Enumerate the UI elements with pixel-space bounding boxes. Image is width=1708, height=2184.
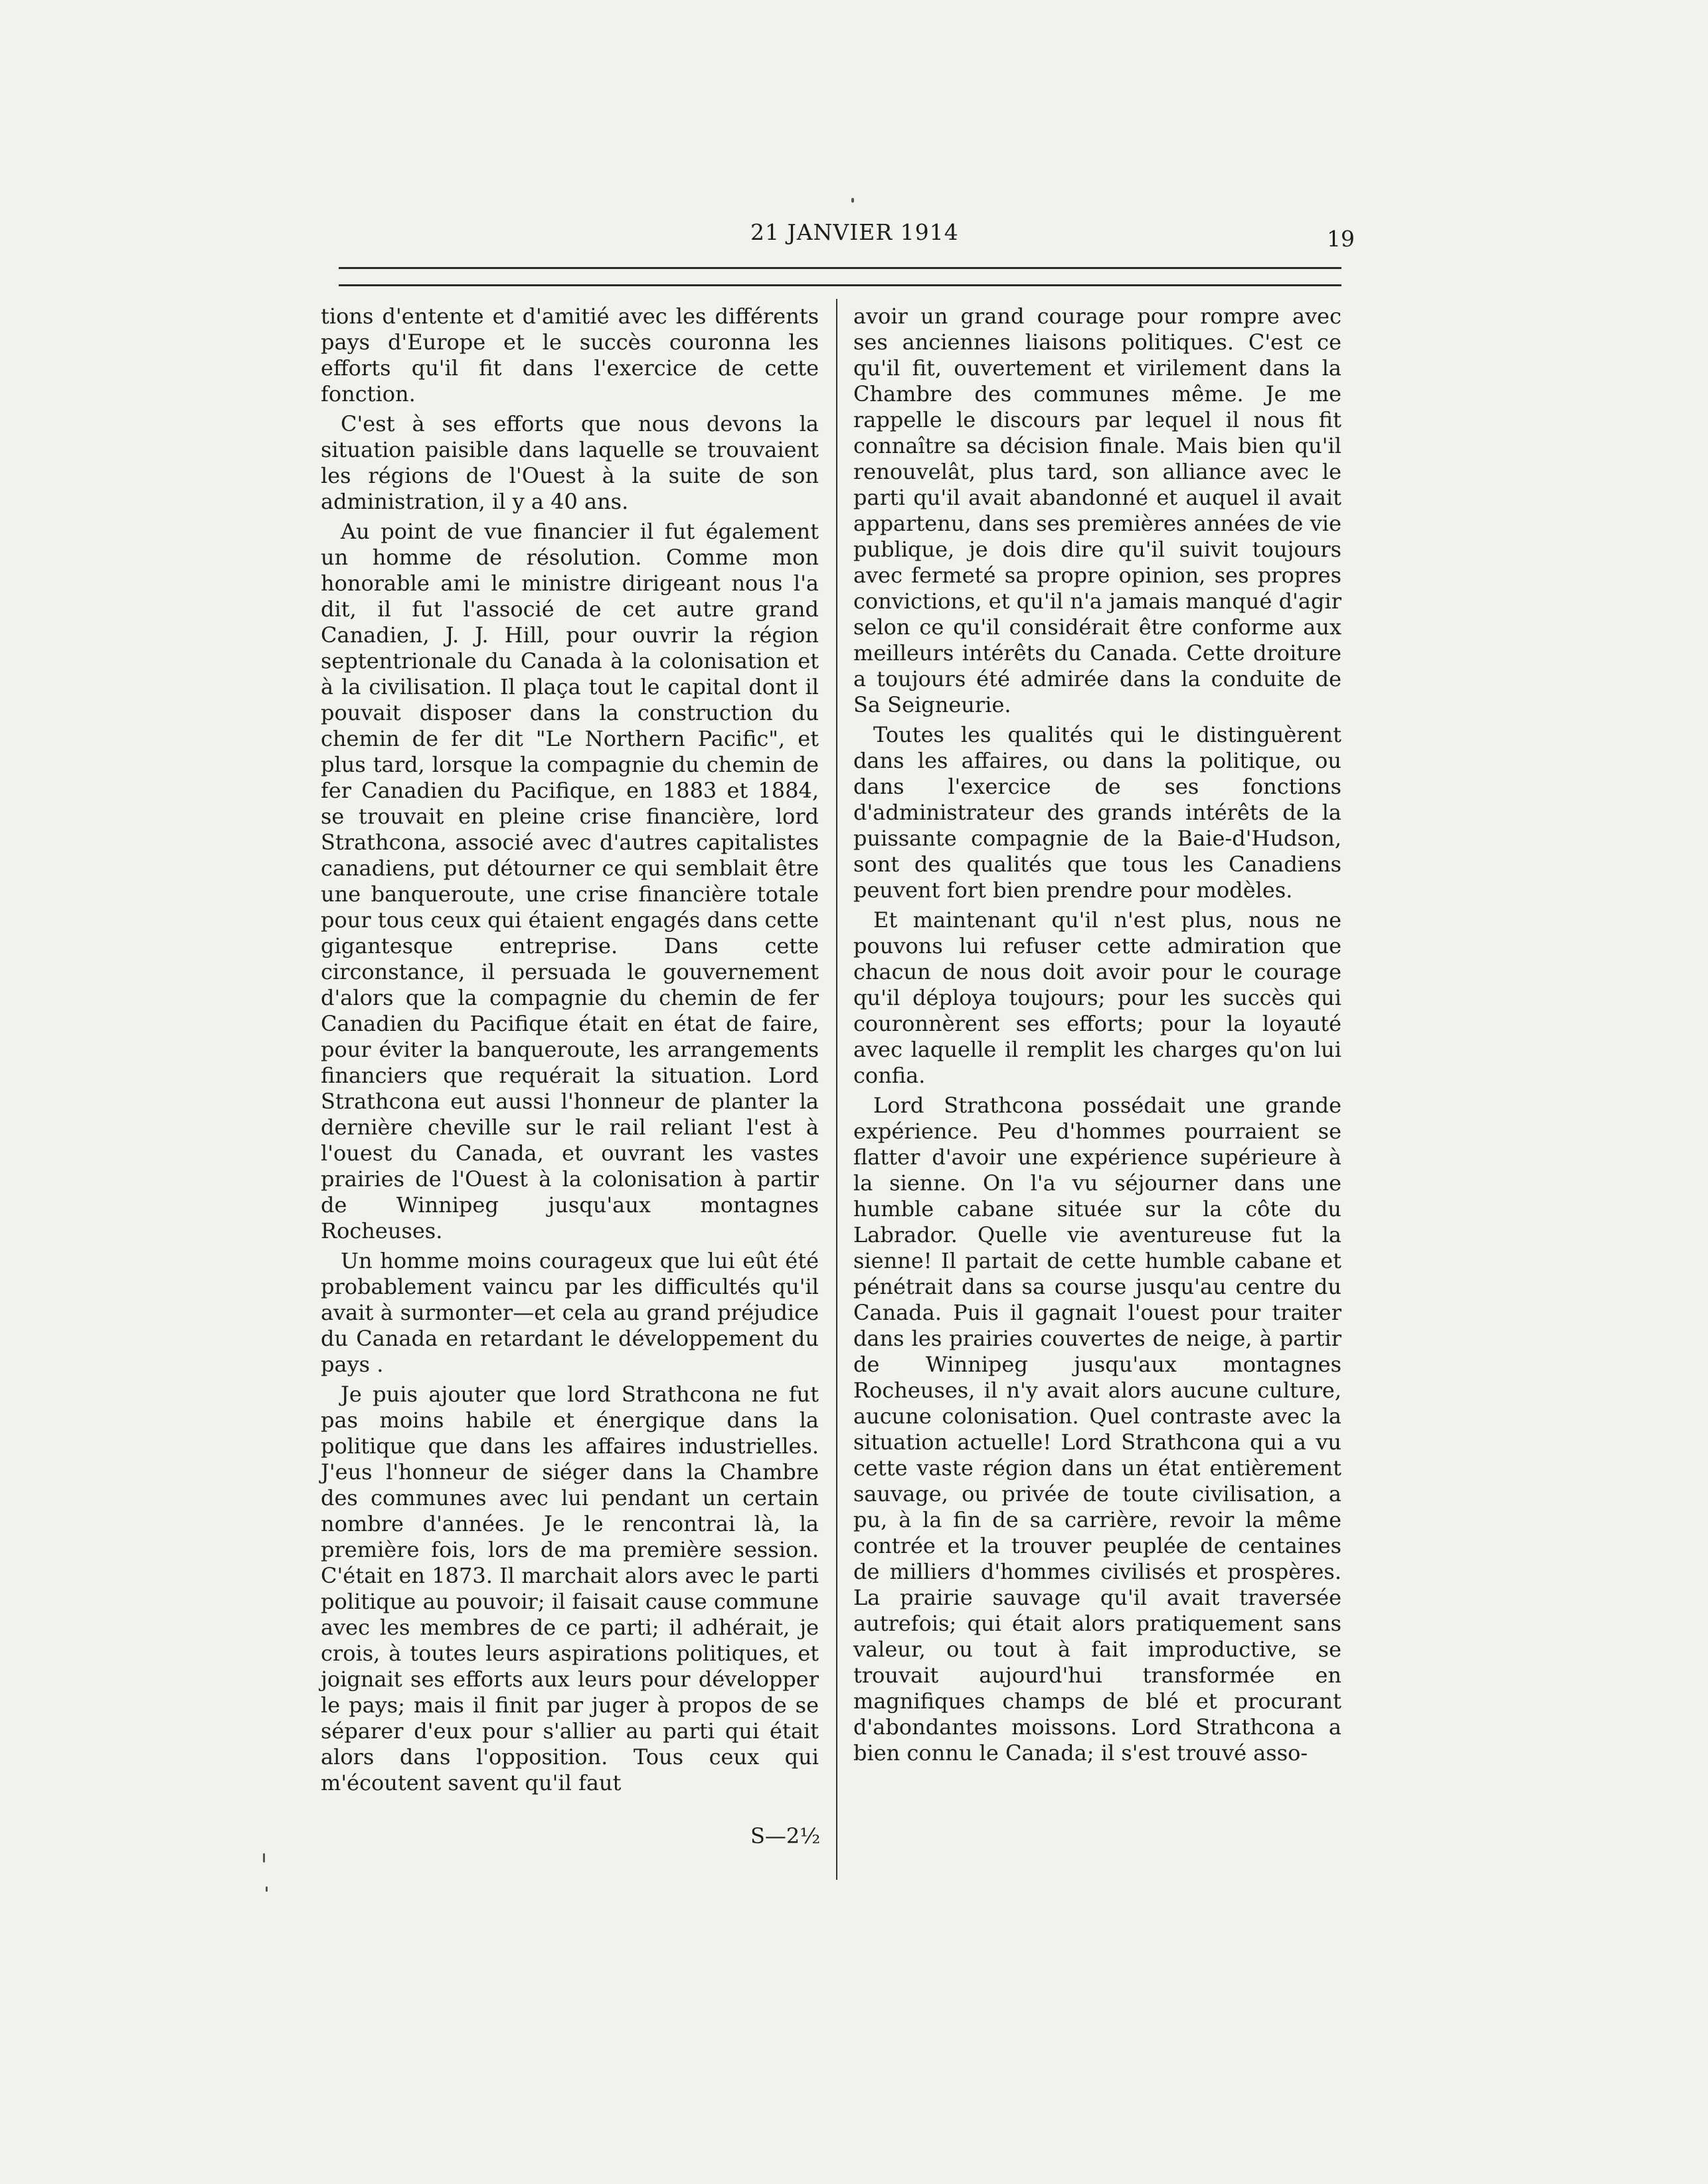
speck-mark <box>266 1886 268 1892</box>
left-paragraph-3: Au point de vue financier il fut également un homme de résolution. Comme mon honorable ami le ministre dirigeant nous l'a dit, il fut l'associé de cet autre grand Canadien, J. J. Hill, pour ouvrir la région septentrionale du Canada à la colonisation et à la civilisation. Il plaça tout le capital dont il pouvait disposer dans la construction du chemin de fer dit "Le Northern Pacific", et plus tard, lorsque la compagnie du chemin de fer Canadien du Pacifique, en 1883 et 1884, se trouvait en pleine crise financière, lord Strathcona, associé avec d'autres capitalistes canadiens, put détourner ce qui semblait être une banqueroute, une crise financière totale pour tous ceux qui étaient engagés dans cette gigantesque entreprise. Dans cette circonstance, il persuada le gouvernement d'alors que la compagnie du chemin de fer Canadien du Pacifique était en état de faire, pour éviter la banqueroute, les arrangements financiers que requérait la situation. Lord Strathcona eut aussi l'honneur de planter la dernière cheville sur le rail reliant l'est à l'ouest du Canada, et ouvrant les vastes prairies de l'Ouest à la colonisation à partir de Winnipeg jusqu'aux montagnes Rocheuses. <box>321 519 819 1243</box>
left-paragraph-4: Un homme moins courageux que lui eût été probablement vaincu par les difficultés qu'il avait à surmonter—et cela au grand préjudice du Canada en retardant le développement du pays . <box>321 1248 819 1377</box>
header-rule-top <box>339 267 1341 269</box>
right-paragraph-4: Lord Strathcona possédait une grande expérience. Peu d'hommes pourraient se flatter d'avoir une expérience supérieure à la sienne. On l'a vu séjourner dans une humble cabane située sur la côte du Labrador. Quelle vie aventureuse fut la sienne! Il partait de cette humble cabane et pénétrait dans sa course jusqu'au centre du Canada. Puis il gagnait l'ouest pour traiter dans les prairies couvertes de neige, à partir de Winnipeg jusqu'aux montagnes Rocheuses, il n'y avait alors aucune culture, aucune colonisation. Quel contraste avec la situation actuelle! Lord Strathcona qui a vu cette vaste région dans un état entièrement sauvage, ou privée de toute civilisation, a pu, à la fin de sa carrière, revoir la même contrée et la trouver peuplée de centaines de milliers d'hommes civilisés et prospères. La prairie sauvage qu'il avait traversée autrefois; qui était alors pratiquement sans valeur, ou tout à fait improductive, se trouvait aujourd'hui transformée en magnifiques champs de blé et procurant d'abondantes moissons. Lord Strathcona a bien connu le Canada; il s'est trouvé asso- <box>853 1093 1341 1766</box>
speck-mark <box>263 1853 265 1863</box>
left-paragraph-1: tions d'entente et d'amitié avec les différents pays d'Europe et le succès couronna les efforts qu'il fit dans l'exercice de cette fonction. <box>321 304 819 407</box>
right-paragraph-2: Toutes les qualités qui le distinguèrent dans les affaires, ou dans la politique, ou dans l'exercice de ses fonctions d'administrateur des grands intérêts de la puissante compagnie de la Baie-d'Hudson, sont des qualités que tous les Canadiens peuvent fort bien prendre pour modèles. <box>853 722 1341 903</box>
page-number: 19 <box>1327 226 1355 252</box>
page-date-header: 21 JANVIER 1914 <box>750 219 959 245</box>
right-column <box>853 304 1341 1770</box>
left-column <box>321 304 819 1800</box>
speck-mark <box>851 198 854 203</box>
left-paragraph-5: Je puis ajouter que lord Strathcona ne fut pas moins habile et énergique dans la politique que dans les affaires industrielles. J'eus l'honneur de siéger dans la Chambre des communes avec lui pendant un certain nombre d'années. Je le rencontrai là, la première fois, lors de ma première session. C'était en 1873. Il marchait alors avec le parti politique au pouvoir; il faisait cause commune avec les membres de ce parti; il adhérait, je crois, à toutes leurs aspirations politiques, et joignait ses efforts aux leurs pour développer le pays; mais il finit par juger à propos de se séparer d'eux pour s'allier au parti qui était alors dans l'opposition. Tous ceux qui m'écoutent savent qu'il faut <box>321 1382 819 1795</box>
right-paragraph-3: Et maintenant qu'il n'est plus, nous ne pouvons lui refuser cette admiration que chacun de nous doit avoir pour le courage qu'il déploya toujours; pour les succès qui couronnèrent ses efforts; pour la loyauté avec laquelle il remplit les charges qu'on lui confia. <box>853 907 1341 1088</box>
column-divider <box>836 299 837 1880</box>
right-paragraph-1: avoir un grand courage pour rompre avec ses anciennes liaisons politiques. C'est ce qu'il fit, ouvertement et virilement dans la Chambre des communes même. Je me rappelle le discours par lequel il nous fit connaître sa décision finale. Mais bien qu'il renouvelât, plus tard, son alliance avec le parti qu'il avait abandonné et auquel il avait appartenu, dans ses premières années de vie publique, je dois dire qu'il suivit toujours avec fermeté sa propre opinion, ses propres convictions, et qu'il n'a jamais manqué d'agir selon ce qu'il considérait être conforme aux meilleurs intérêts du Canada. Cette droiture a toujours été admirée dans la conduite de Sa Seigneurie. <box>853 304 1341 717</box>
signature-mark: S—2½ <box>750 1823 821 1849</box>
header-rule-bottom <box>339 284 1341 286</box>
left-paragraph-2: C'est à ses efforts que nous devons la situation paisible dans laquelle se trouvaient les régions de l'Ouest à la suite de son administration, il y a 40 ans. <box>321 411 819 514</box>
